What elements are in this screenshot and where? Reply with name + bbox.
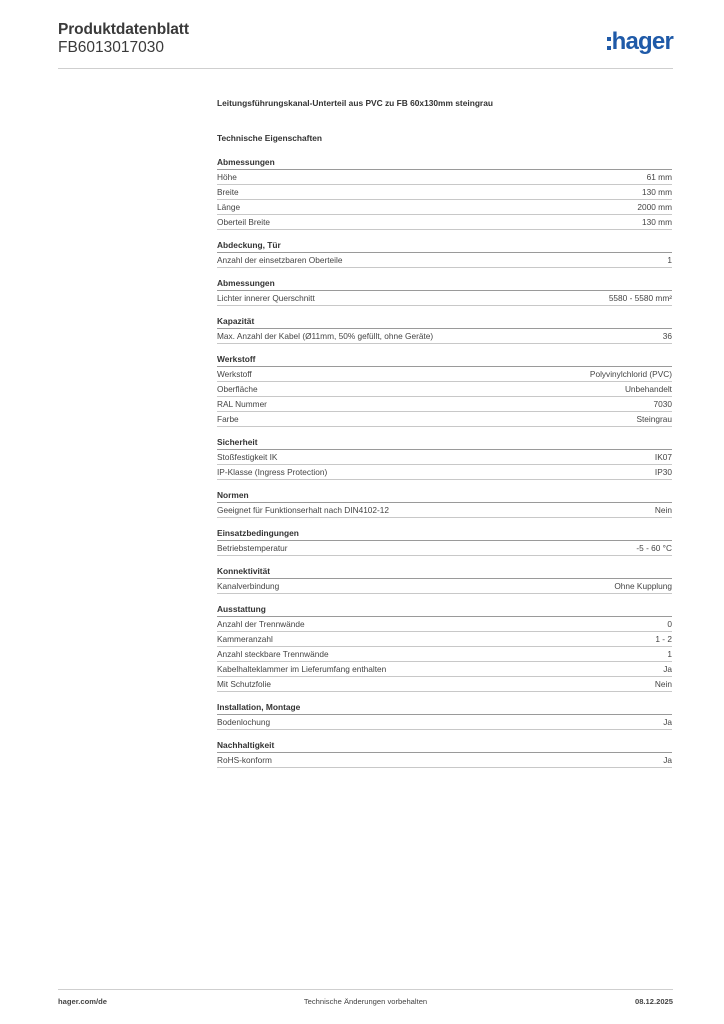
- property-section: [217, 527, 672, 556]
- property-value: Nein: [654, 505, 672, 515]
- property-value: Ja: [663, 664, 672, 674]
- page-header: [58, 20, 673, 70]
- property-label: Anzahl der einsetzbaren Oberteile: [217, 255, 343, 265]
- property-label: Oberteil Breite: [217, 217, 271, 227]
- property-label: RAL Nummer: [217, 399, 267, 409]
- footer-date: 08.12.2025: [634, 997, 673, 1006]
- property-section: [217, 315, 672, 344]
- property-value: Nein: [654, 679, 672, 689]
- property-value: Steingrau: [636, 414, 672, 424]
- property-value: 7030: [653, 399, 672, 409]
- footer-note: Technische Änderungen vorbehalten: [303, 997, 428, 1006]
- property-row: [217, 632, 672, 647]
- property-value: IK07: [654, 452, 672, 462]
- product-name: Leitungsführungskanal-Unterteil aus PVC zu FB 60x130mm steingrau: [217, 98, 493, 108]
- main-content: [217, 96, 672, 768]
- header-divider: [58, 68, 673, 69]
- property-label: Kammeranzahl: [217, 634, 273, 644]
- logo-mark-icon: [607, 37, 611, 50]
- property-label: IP-Klasse (Ingress Protection): [217, 467, 328, 477]
- section-title: Werkstoff: [217, 353, 672, 367]
- property-section: [217, 239, 672, 268]
- property-value: 1: [667, 255, 672, 265]
- property-label: Farbe: [217, 414, 239, 424]
- property-row: [217, 200, 672, 215]
- property-value: 5580 - 5580 mm²: [608, 293, 672, 303]
- property-value: 1 - 2: [655, 634, 672, 644]
- property-row: [217, 662, 672, 677]
- property-value: Ohne Kupplung: [614, 581, 672, 591]
- property-value: 0: [667, 619, 672, 629]
- property-row: [217, 253, 672, 268]
- property-label: Kanalverbindung: [217, 581, 280, 591]
- property-value: Unbehandelt: [624, 384, 672, 394]
- property-row: [217, 367, 672, 382]
- section-title: Einsatzbedingungen: [217, 527, 672, 541]
- section-title: Ausstattung: [217, 603, 672, 617]
- document-title: Produktdatenblatt: [58, 21, 189, 38]
- property-section: [217, 701, 672, 730]
- property-row: [217, 291, 672, 306]
- property-row: [217, 715, 672, 730]
- property-section: [217, 353, 672, 427]
- property-label: Anzahl der Trennwände: [217, 619, 305, 629]
- property-value: Ja: [663, 717, 672, 727]
- property-label: RoHS-konform: [217, 755, 272, 765]
- section-title: Sicherheit: [217, 436, 672, 450]
- property-row: [217, 185, 672, 200]
- section-title: Abmessungen: [217, 277, 672, 291]
- properties-table: [217, 156, 672, 768]
- section-title: Abmessungen: [217, 156, 672, 170]
- property-row: [217, 450, 672, 465]
- property-row: [217, 412, 672, 427]
- property-value: Ja: [663, 755, 672, 765]
- property-row: [217, 170, 672, 185]
- property-label: Stoßfestigkeit IK: [217, 452, 278, 462]
- section-heading: Technische Eigenschaften: [217, 133, 323, 143]
- property-label: Kabelhalteklammer im Lieferumfang enthalten: [217, 664, 387, 674]
- hager-logo: [607, 27, 673, 57]
- property-row: [217, 329, 672, 344]
- property-label: Betriebstemperatur: [217, 543, 288, 553]
- document-number: FB6013017030: [58, 39, 165, 56]
- property-row: [217, 503, 672, 518]
- property-row: [217, 617, 672, 632]
- property-label: Geeignet für Funktionserhalt nach DIN4102-12: [217, 505, 390, 515]
- property-value: IP30: [654, 467, 672, 477]
- property-label: Oberfläche: [217, 384, 258, 394]
- property-row: [217, 215, 672, 230]
- property-value: 130 mm: [642, 187, 672, 197]
- property-row: [217, 647, 672, 662]
- property-row: [217, 465, 672, 480]
- section-title: Kapazität: [217, 315, 672, 329]
- section-title: Nachhaltigkeit: [217, 739, 672, 753]
- property-section: [217, 489, 672, 518]
- footer-divider: [58, 989, 673, 990]
- property-row: [217, 677, 672, 692]
- page-footer: [58, 997, 673, 1011]
- property-section: [217, 436, 672, 480]
- property-value: Polyvinylchlorid (PVC): [589, 369, 672, 379]
- property-label: Breite: [217, 187, 239, 197]
- property-label: Bodenlochung: [217, 717, 271, 727]
- property-section: [217, 739, 672, 768]
- property-row: [217, 579, 672, 594]
- logo-text: hager: [611, 28, 673, 55]
- section-title: Abdeckung, Tür: [217, 239, 672, 253]
- property-row: [217, 382, 672, 397]
- property-row: [217, 541, 672, 556]
- property-label: Mit Schutzfolie: [217, 679, 271, 689]
- section-title: Installation, Montage: [217, 701, 672, 715]
- property-label: Anzahl steckbare Trennwände: [217, 649, 329, 659]
- section-title: Konnektivität: [217, 565, 672, 579]
- footer-website: hager.com/de: [58, 997, 107, 1006]
- property-label: Länge: [217, 202, 241, 212]
- property-section: [217, 603, 672, 692]
- property-value: 61 mm: [646, 172, 672, 182]
- property-value: 130 mm: [642, 217, 672, 227]
- property-label: Lichter innerer Querschnitt: [217, 293, 315, 303]
- property-section: [217, 277, 672, 306]
- property-value: -5 - 60 °C: [636, 543, 672, 553]
- section-title: Normen: [217, 489, 672, 503]
- property-label: Höhe: [217, 172, 237, 182]
- property-row: [217, 753, 672, 768]
- property-section: [217, 565, 672, 594]
- property-label: Max. Anzahl der Kabel (Ø11mm, 50% gefüllt, ohne Geräte): [217, 331, 434, 341]
- property-value: 1: [667, 649, 672, 659]
- property-value: 36: [662, 331, 672, 341]
- property-value: 2000 mm: [637, 202, 672, 212]
- property-label: Werkstoff: [217, 369, 252, 379]
- property-section: [217, 156, 672, 230]
- property-row: [217, 397, 672, 412]
